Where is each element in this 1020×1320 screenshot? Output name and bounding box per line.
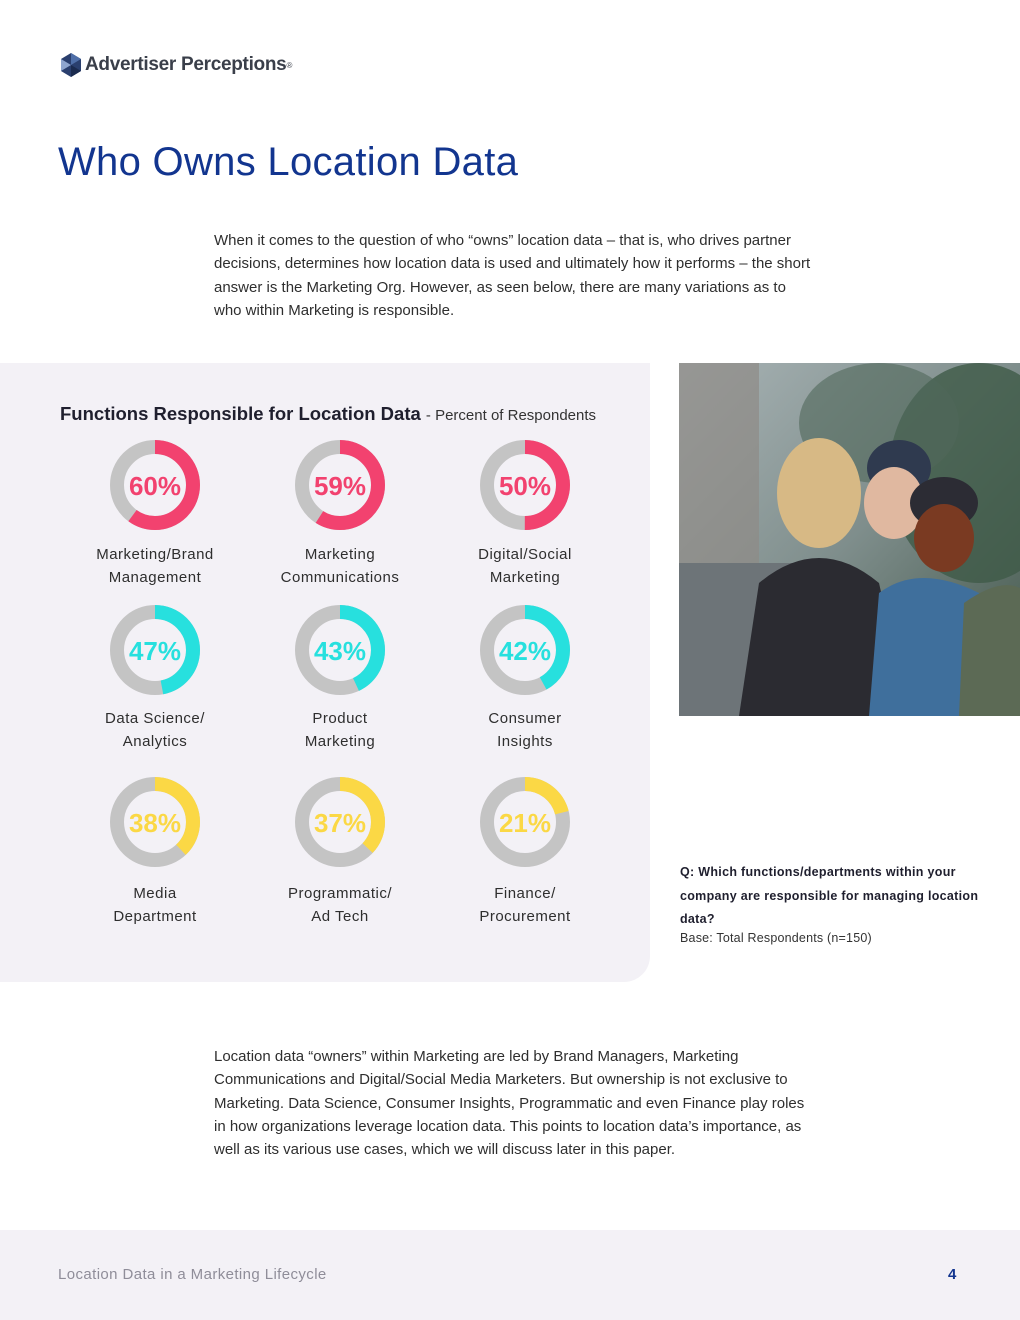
donut-category-label [65,707,245,754]
donut-category-label [250,707,430,754]
donut-label-line: Media [133,885,177,902]
donut-category-label [250,543,430,590]
donut-4 [117,612,193,688]
donut-category-label [435,882,615,929]
donut-label-line: Marketing [304,546,376,563]
brand-name: Advertiser Perceptions [85,54,287,75]
donut-1 [117,447,193,523]
page-number: 4 [948,1266,957,1283]
photo-three-women-looking-at-phone [679,363,1020,716]
donut-8 [302,784,378,860]
donut-label-line: Data Science/ [105,710,205,727]
donut-3 [487,447,563,523]
donut-category-label [65,882,245,929]
donut-category-label [435,707,615,754]
donut-label-line: Communications [280,569,400,587]
donut-category-label [250,882,430,929]
hexagon-logo-icon [60,52,82,78]
donut-percent-label: 50% [498,471,552,501]
donut-percent-label: 60% [128,471,182,501]
brand-logo [60,52,292,78]
donut-label-line: Marketing/Brand [96,546,214,563]
donut-category-label [65,543,245,590]
donut-percent-label: 37% [313,808,367,838]
donut-label-line: Management [108,569,202,587]
donut-percent-label: 21% [498,808,552,838]
chart-subtitle: - Percent of Respondents [425,407,597,424]
registered-mark: ® [286,60,293,70]
donut-category-label [435,543,615,590]
donut-percent-label: 47% [128,636,182,666]
survey-question: Q: Which functions/departments within your company are responsible for managing location data? [680,865,979,926]
donut-label-line: Programmatic/ [287,885,393,902]
survey-base: Base: Total Respondents (n=150) [680,931,872,945]
donut-label-line: Finance/ [494,885,556,902]
donut-7 [117,784,193,860]
donut-label-line: Product [312,710,368,727]
donut-label-line: Digital/Social [478,546,572,563]
intro-paragraph: When it comes to the question of who “owns” location data – that is, who drives partner decisions, determines how location data is used and ultimately how it performs – the short answer is the Marketing Org. However, as seen below, there are many variations as to who within Marketing is responsible. [214,232,811,319]
donut-percent-label: 43% [313,636,367,666]
donut-6 [487,612,563,688]
donut-label-line: Insights [497,733,553,751]
donut-label-line: Marketing [304,733,376,751]
donut-label-line: Procurement [479,908,571,926]
body-paragraph: Location data “owners” within Marketing are led by Brand Managers, Marketing Communications and Digital/Social Media Marketers. But ownership is not exclusive to Marketing. Data Science, Consumer Insights, Programmatic and even Finance play roles in how organizations leverage location data. This points to location data’s importance, as well as its various use cases, which we will discuss later in this paper. [214,1048,805,1159]
page-title: Who Owns Location Data [58,140,519,184]
chart-title: Functions Responsible for Location Data [60,403,421,424]
donut-2 [302,447,378,523]
donut-9 [487,784,563,860]
footer-title: Location Data in a Marketing Lifecycle [58,1266,327,1283]
donut-label-line: Department [113,908,197,926]
donut-percent-label: 38% [128,808,182,838]
donut-label-line: Ad Tech [311,908,369,926]
donut-5 [302,612,378,688]
donut-percent-label: 42% [498,636,552,666]
donut-label-line: Analytics [122,733,188,751]
donut-label-line: Consumer [488,710,562,727]
donut-label-line: Marketing [489,569,561,587]
donut-percent-label: 59% [313,471,367,501]
